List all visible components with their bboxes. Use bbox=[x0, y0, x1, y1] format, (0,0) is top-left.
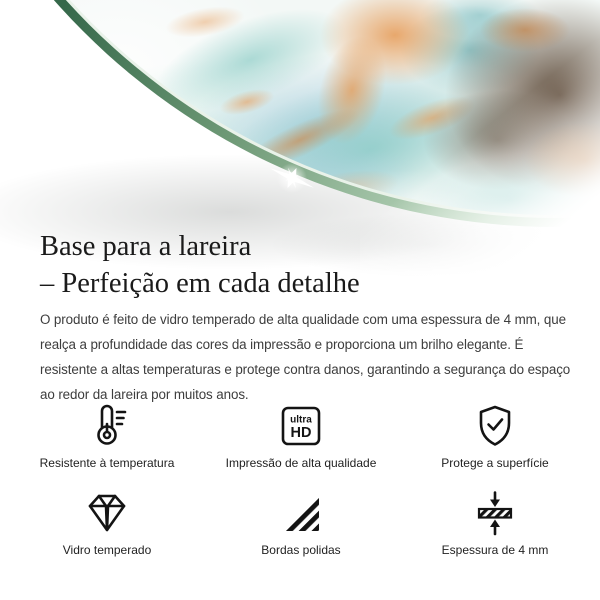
ultra-hd-text-bottom: HD bbox=[290, 425, 312, 441]
ultra-hd-text-top: ultra bbox=[290, 414, 312, 426]
diamond-icon bbox=[83, 488, 131, 538]
feature-tempered-glass bbox=[10, 488, 204, 557]
feature-label: Resistente à temperatura bbox=[39, 456, 175, 470]
feature-thickness bbox=[398, 488, 592, 557]
feature-label: Vidro temperado bbox=[62, 543, 152, 557]
thermometer-icon bbox=[83, 401, 131, 451]
page-title bbox=[40, 228, 580, 302]
feature-polished-edges bbox=[204, 488, 398, 557]
feature-label: Bordas polidas bbox=[261, 543, 341, 557]
polished-edges-icon bbox=[277, 488, 325, 538]
feature-label: Impressão de alta qualidade bbox=[225, 456, 377, 470]
feature-print-quality bbox=[204, 401, 398, 470]
feature-label: Espessura de 4 mm bbox=[441, 543, 549, 557]
feature-surface-protection bbox=[398, 401, 592, 470]
thickness-icon bbox=[471, 488, 519, 538]
features-grid bbox=[10, 401, 592, 557]
shield-check-icon bbox=[471, 401, 519, 451]
ultra-hd-icon bbox=[277, 401, 325, 451]
page-title-line2: – Perfeição em cada detalhe bbox=[40, 268, 360, 299]
product-description: O produto é feito de vidro temperado de alta qualidade com uma espessura de 4 mm, que realça a profundidade das cores da impressão e proporciona um brilho elegante. É resistente a altas temperaturas e protege contra danos, garantindo a segurança do espaço ao redor da lareira por muitos anos. bbox=[40, 312, 571, 402]
page-title-line1: Base para a lareira bbox=[40, 231, 252, 262]
feature-temperature-resistant bbox=[10, 401, 204, 470]
feature-label: Protege a superfície bbox=[441, 456, 549, 470]
